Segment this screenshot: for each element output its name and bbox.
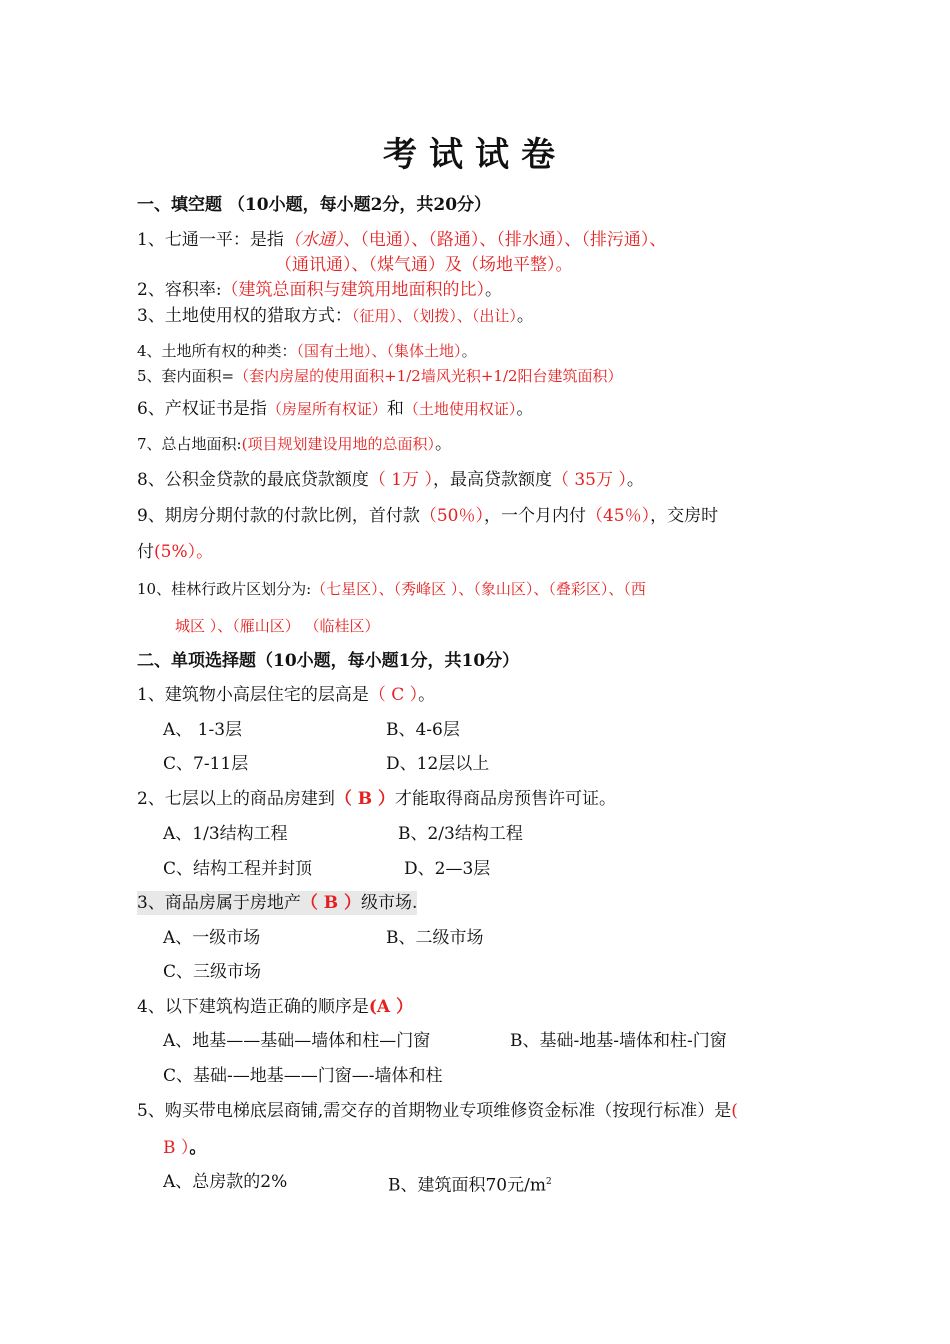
- sep: 、: [343, 230, 361, 250]
- option-a: A、总房款的2%: [163, 1172, 288, 1192]
- option-c: C、三级市场: [163, 962, 262, 982]
- q-text: 9、期房分期付款的付款比例，首付款: [137, 506, 420, 526]
- s1-q1-line2: [275, 253, 573, 277]
- option-b-text: B、建筑面积70元/m: [388, 1175, 546, 1196]
- answer: （50％）: [419, 506, 484, 526]
- option-b: B、基础-地基-墙体和柱-门窗: [510, 1031, 727, 1051]
- answer: （ B ）: [334, 789, 396, 809]
- answer: （建筑总面积与建筑用地面积的比）: [221, 280, 486, 300]
- answer: (项目规划建设用地的总面积）: [241, 435, 435, 453]
- answer: （电通）: [360, 230, 412, 250]
- s1-q6: [137, 397, 533, 421]
- answer: （ B ）: [300, 893, 362, 913]
- superscript: 2: [545, 1177, 552, 1187]
- option-c: C、结构工程并封顶: [163, 859, 313, 879]
- conj: 和: [386, 399, 404, 419]
- answer: (A ）: [368, 997, 413, 1017]
- s1-q10: [137, 577, 646, 601]
- s2-q1: [137, 683, 435, 707]
- q-text: 5、套内面积=: [137, 367, 235, 385]
- period: 。: [516, 399, 534, 419]
- q-text: 2、容积率:: [137, 280, 222, 300]
- option-d: D、2—3层: [404, 859, 491, 879]
- q-text: ，交房时: [650, 506, 719, 526]
- answer: （房屋所有权证）: [266, 400, 387, 418]
- option-a: A、 1-3层: [163, 720, 243, 740]
- option-d: D、12层以上: [386, 754, 490, 774]
- page-title: 考试试卷: [383, 135, 567, 175]
- answer: （路通）: [428, 230, 480, 250]
- q-text: ，一个月内付: [483, 506, 586, 526]
- answer: B ）: [163, 1138, 190, 1158]
- answer: （ 1万 ）: [368, 470, 433, 490]
- answer-open: (: [731, 1101, 738, 1121]
- period: 。: [461, 342, 477, 360]
- answer: （征用）、（划拨）、（出让）: [351, 307, 517, 325]
- q-text: 10、桂林行政片区划分为:: [137, 580, 312, 598]
- q-text: 7、总占地面积:: [137, 435, 242, 453]
- answer: (5%）: [154, 542, 197, 562]
- q-text: 8、公积金贷款的最底贷款额度: [137, 470, 369, 490]
- answer: （水通）: [283, 230, 344, 250]
- answer: （45％）: [585, 506, 651, 526]
- s2-q5-line2: [163, 1136, 206, 1160]
- period: 。: [485, 280, 503, 300]
- s1-q7: [137, 432, 452, 456]
- answer: （套内房屋的使用面积+1/2墙风光积+1/2阳台建筑面积）: [234, 367, 623, 385]
- q-text: 5、购买带电梯底层商铺,需交存的首期物业专项维修资金标准（按现行标准）是: [137, 1101, 732, 1121]
- sep: 、: [649, 230, 667, 250]
- conj: 及: [445, 255, 462, 275]
- option-a: A、地基——基础—墙体和柱—门窗: [163, 1031, 431, 1051]
- answer: （场地平整）: [462, 255, 556, 275]
- sep: 、: [479, 230, 497, 250]
- q-text: 付: [137, 542, 154, 562]
- period: 。: [418, 685, 436, 705]
- period: 。: [189, 1138, 207, 1158]
- period: 。: [434, 434, 452, 454]
- option-a: A、一级市场: [163, 928, 261, 948]
- period: 。: [196, 542, 214, 562]
- answer: （煤气通）: [368, 255, 445, 275]
- answer: （ 35万 ）: [551, 470, 627, 490]
- s2-q4: [137, 995, 413, 1019]
- s1-q1: [137, 228, 666, 252]
- s1-q4: [137, 339, 477, 363]
- q-text: 4、土地所有权的种类：: [137, 342, 297, 360]
- q-text: 1、建筑物小高层住宅的层高是: [137, 685, 369, 705]
- q-text: 4、以下建筑构造正确的顺序是: [137, 997, 369, 1017]
- answer: （土地使用权证）: [403, 400, 517, 418]
- answer: （国有土地）、（集体土地）: [296, 342, 462, 360]
- option-b: B、2/3结构工程: [398, 824, 523, 844]
- s1-q9: [137, 504, 718, 528]
- s1-q8: [137, 468, 644, 492]
- q-text: 才能取得商品房预售许可证。: [395, 789, 617, 809]
- s1-q3: [137, 304, 534, 328]
- s1-q5: [137, 364, 623, 388]
- sep: 、: [351, 255, 369, 275]
- answer: （通讯通）: [275, 255, 352, 275]
- period: 。: [516, 306, 534, 326]
- s1-q2: [137, 278, 502, 302]
- q-text: 3、土地使用权的猎取方式：: [137, 306, 352, 326]
- s1-q10-line2: 城区 ）、（雁山区） （临桂区）: [175, 617, 380, 635]
- answer: （排水通）: [496, 230, 565, 250]
- option-c: C、7-11层: [163, 754, 249, 774]
- q-text: ，最高贷款额度: [432, 470, 552, 490]
- sep: 、: [564, 230, 582, 250]
- q-text: 1、七通一平：是指: [137, 230, 284, 250]
- s2-q5: [137, 1099, 738, 1123]
- q-text: 2、七层以上的商品房建到: [137, 789, 335, 809]
- option-b: B、二级市场: [386, 928, 484, 948]
- answer: （七星区）、（秀峰区 ）、（象山区）、（叠彩区）、（西: [311, 580, 646, 598]
- period: 。: [626, 470, 644, 490]
- s2-q2: [137, 787, 616, 811]
- option-c: C、基础-—地基——门窗—-墙体和柱: [163, 1066, 443, 1086]
- q-text: 6、产权证书是指: [137, 399, 267, 419]
- answer: （排污通）: [581, 230, 650, 250]
- answer: （ C ）: [368, 685, 419, 705]
- s1-q9-line2: [137, 540, 213, 564]
- sep: 、: [411, 230, 429, 250]
- period: 。: [555, 255, 573, 275]
- option-b: B、4-6层: [386, 720, 460, 740]
- option-b: [388, 1170, 552, 1198]
- s2-q3: [137, 891, 417, 915]
- section-1-header: 一、填空题 （10小题，每小题2分，共20分）: [137, 195, 492, 215]
- section-2-header: 二、单项选择题（10小题，每小题1分，共10分）: [137, 651, 520, 671]
- option-a: A、1/3结构工程: [163, 824, 288, 844]
- q-text: 3、商品房属于房地产: [137, 893, 301, 913]
- q-text: 级市场.: [361, 893, 418, 913]
